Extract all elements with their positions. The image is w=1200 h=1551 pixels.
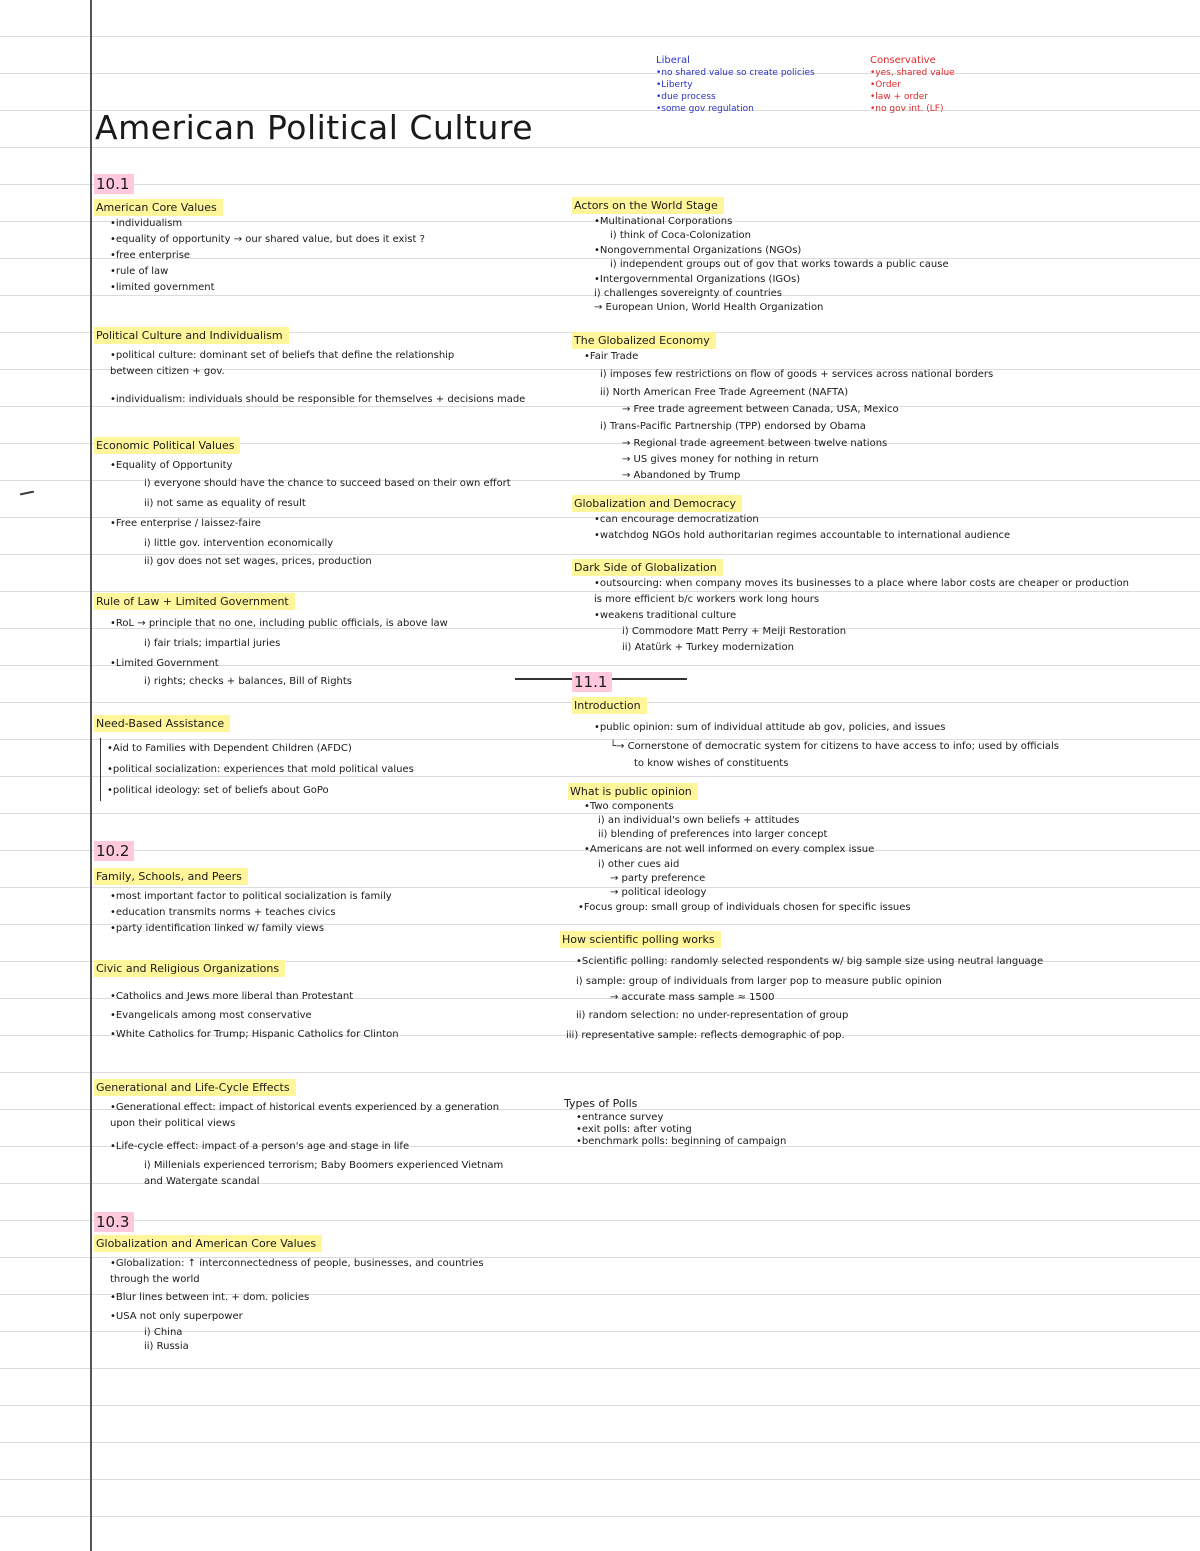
block-political-culture bbox=[94, 324, 554, 408]
note-line: •Intergovernmental Organizations (IGOs) bbox=[594, 274, 801, 285]
block-rule-of-law bbox=[94, 590, 554, 690]
note-line: •Scientific polling: randomly selected respondents w/ big sample size using neutral language bbox=[576, 956, 1044, 967]
note-line: is more efficient b/c workers work long hours bbox=[594, 594, 820, 605]
heading-types-of-polls: Types of Polls bbox=[564, 1097, 638, 1110]
note-line: i) an individual's own beliefs + attitudes bbox=[598, 815, 800, 826]
note-line: •rule of law bbox=[110, 266, 169, 277]
note-line: → political ideology bbox=[610, 887, 707, 898]
block-globalization-democracy bbox=[560, 492, 1170, 544]
block-globalized-economy bbox=[560, 329, 1170, 484]
block-generational-effects bbox=[94, 1076, 554, 1190]
block-need-based-assistance bbox=[94, 712, 554, 801]
heading-actors-world-stage: Actors on the World Stage bbox=[572, 197, 724, 214]
heading-what-is-public-opinion: What is public opinion bbox=[568, 783, 698, 800]
section-number-label: 10.1 bbox=[94, 174, 134, 194]
heading-globalized-economy: The Globalized Economy bbox=[572, 332, 716, 349]
right-column bbox=[560, 194, 1170, 1148]
bracket-group bbox=[100, 738, 554, 801]
heading-rule-of-law: Rule of Law + Limited Government bbox=[94, 593, 295, 610]
conservative-item: •Order bbox=[870, 80, 901, 90]
note-line: •RoL → principle that no one, including public officials, is above law bbox=[110, 618, 448, 629]
liberal-item: •Liberty bbox=[656, 80, 693, 90]
note-line: •free enterprise bbox=[110, 250, 191, 261]
note-line: •party identification linked w/ family views bbox=[110, 923, 325, 934]
note-line: •Multinational Corporations bbox=[594, 216, 733, 227]
conservative-legend bbox=[870, 54, 955, 115]
note-line: •equality of opportunity → our shared value, but does it exist ? bbox=[110, 234, 425, 245]
block-dark-side-globalization bbox=[560, 556, 1170, 656]
note-line: i) Commodore Matt Perry + Meiji Restoration bbox=[622, 626, 847, 637]
block-civic-religious bbox=[94, 957, 554, 1044]
section-number-label: 10.3 bbox=[94, 1212, 134, 1232]
note-line: •education transmits norms + teaches civics bbox=[110, 907, 336, 918]
note-line: i) independent groups out of gov that works towards a public cause bbox=[610, 259, 949, 270]
note-line: •entrance survey bbox=[576, 1112, 664, 1123]
note-line: •Focus group: small group of individuals chosen for specific issues bbox=[578, 902, 911, 913]
note-line: •benchmark polls: beginning of campaign bbox=[576, 1136, 787, 1147]
block-globalization-core-values bbox=[94, 1232, 554, 1354]
heading-civic-religious: Civic and Religious Organizations bbox=[94, 960, 285, 977]
note-line: → Free trade agreement between Canada, USA, Mexico bbox=[622, 404, 899, 415]
block-family-schools-peers bbox=[94, 865, 554, 937]
note-line: → Regional trade agreement between twelve nations bbox=[622, 438, 888, 449]
section-number-10-2 bbox=[94, 841, 554, 861]
note-line: •political socialization: experiences that mold political values bbox=[107, 764, 414, 775]
note-line: ii) Russia bbox=[144, 1341, 189, 1352]
note-line: •Globalization: ↑ interconnectedness of people, businesses, and countries bbox=[110, 1258, 484, 1269]
note-line: between citizen + gov. bbox=[110, 366, 225, 377]
note-line: •USA not only superpower bbox=[110, 1311, 243, 1322]
heading-globalization-democracy: Globalization and Democracy bbox=[572, 495, 742, 512]
note-line: ii) Atatürk + Turkey modernization bbox=[622, 642, 794, 653]
note-line: •Free enterprise / laissez-faire bbox=[110, 518, 261, 529]
note-line: i) challenges sovereignty of countries bbox=[594, 288, 782, 299]
heading-need-based-assistance: Need-Based Assistance bbox=[94, 715, 230, 732]
note-line: •Fair Trade bbox=[584, 351, 639, 362]
stray-pen-mark bbox=[20, 491, 34, 496]
section-number-label: 11.1 bbox=[572, 672, 612, 692]
note-line: •Blur lines between int. + dom. policies bbox=[110, 1292, 310, 1303]
note-line: •Life-cycle effect: impact of a person's age and stage in life bbox=[110, 1141, 410, 1152]
note-line: •exit polls: after voting bbox=[576, 1124, 692, 1135]
note-line: i) imposes few restrictions on flow of goods + services across national borders bbox=[600, 369, 994, 380]
liberal-legend-title: Liberal bbox=[656, 55, 690, 66]
liberal-item: •some gov regulation bbox=[656, 104, 754, 114]
note-line: i) other cues aid bbox=[598, 859, 680, 870]
note-line: → party preference bbox=[610, 873, 706, 884]
liberal-item: •due process bbox=[656, 92, 716, 102]
heading-generational-effects: Generational and Life-Cycle Effects bbox=[94, 1079, 296, 1096]
note-line: •political culture: dominant set of beliefs that define the relationship bbox=[110, 350, 455, 361]
heading-american-core-values: American Core Values bbox=[94, 199, 223, 216]
heading-introduction: Introduction bbox=[572, 697, 647, 714]
note-line: i) rights; checks + balances, Bill of Rights bbox=[144, 676, 353, 687]
note-line: •Aid to Families with Dependent Children (AFDC) bbox=[107, 743, 352, 754]
note-line: •watchdog NGOs hold authoritarian regimes accountable to international audience bbox=[594, 530, 1011, 541]
note-line: •Equality of Opportunity bbox=[110, 460, 233, 471]
heading-economic-political-values: Economic Political Values bbox=[94, 437, 240, 454]
note-line: •Two components bbox=[584, 801, 674, 812]
note-line: i) little gov. intervention economically bbox=[144, 538, 334, 549]
note-line: i) think of Coca-Colonization bbox=[610, 230, 752, 241]
note-line: •Generational effect: impact of historical events experienced by a generation bbox=[110, 1102, 500, 1113]
note-line: •White Catholics for Trump; Hispanic Catholics for Clinton bbox=[110, 1029, 399, 1040]
note-line: → Abandoned by Trump bbox=[622, 470, 741, 481]
note-line: •individualism: individuals should be responsible for themselves + decisions made bbox=[110, 394, 526, 405]
note-line: i) Millenials experienced terrorism; Baby Boomers experienced Vietnam bbox=[144, 1160, 504, 1171]
conservative-item: •yes, shared value bbox=[870, 68, 955, 78]
block-american-core-values bbox=[94, 196, 554, 296]
note-line: and Watergate scandal bbox=[144, 1176, 260, 1187]
note-line: •political ideology: set of beliefs about GoPo bbox=[107, 785, 329, 796]
note-line: •individualism bbox=[110, 218, 183, 229]
notebook-margin-line bbox=[90, 0, 92, 1551]
note-line: •Evangelicals among most conservative bbox=[110, 1010, 312, 1021]
note-line: •Americans are not well informed on every complex issue bbox=[584, 844, 875, 855]
note-line: i) fair trials; impartial juries bbox=[144, 638, 281, 649]
block-economic-political-values bbox=[94, 434, 554, 570]
note-line: i) everyone should have the chance to succeed based on their own effort bbox=[144, 478, 511, 489]
note-line: •can encourage democratization bbox=[594, 514, 759, 525]
block-introduction bbox=[560, 694, 1170, 772]
note-line: i) Trans-Pacific Partnership (TPP) endorsed by Obama bbox=[600, 421, 866, 432]
note-line: upon their political views bbox=[110, 1118, 236, 1129]
note-line: ii) not same as equality of result bbox=[144, 498, 306, 509]
block-scientific-polling bbox=[560, 928, 1170, 1046]
block-actors-world-stage bbox=[560, 194, 1170, 315]
note-line: •Nongovernmental Organizations (NGOs) bbox=[594, 245, 802, 256]
note-line: through the world bbox=[110, 1274, 200, 1285]
note-line: iii) representative sample: reflects demographic of pop. bbox=[566, 1030, 845, 1041]
heading-family-schools-peers: Family, Schools, and Peers bbox=[94, 868, 248, 885]
note-line: ii) random selection: no under-representation of group bbox=[576, 1010, 849, 1021]
section-number-label: 10.2 bbox=[94, 841, 134, 861]
note-line: i) sample: group of individuals from larger pop to measure public opinion bbox=[576, 976, 942, 987]
note-line: i) China bbox=[144, 1327, 183, 1338]
conservative-item: •no gov int. (LF) bbox=[870, 104, 944, 114]
note-line: → US gives money for nothing in return bbox=[622, 454, 819, 465]
liberal-item: •no shared value so create policies bbox=[656, 68, 815, 78]
section-number-11-1 bbox=[572, 672, 1170, 692]
note-line: to know wishes of constituents bbox=[634, 758, 789, 769]
note-line: ii) gov does not set wages, prices, production bbox=[144, 556, 372, 567]
note-line: ii) North American Free Trade Agreement (NAFTA) bbox=[600, 387, 849, 398]
note-line: •limited government bbox=[110, 282, 215, 293]
liberal-legend bbox=[656, 54, 815, 115]
note-line: → accurate mass sample ≈ 1500 bbox=[610, 992, 775, 1003]
heading-scientific-polling: How scientific polling works bbox=[560, 931, 721, 948]
heading-dark-side-globalization: Dark Side of Globalization bbox=[572, 559, 723, 576]
note-line: •outsourcing: when company moves its businesses to a place where labor costs are cheaper or production bbox=[594, 578, 1129, 589]
note-line: └→ Cornerstone of democratic system for citizens to have access to info; used by officials bbox=[610, 741, 1059, 752]
note-line: •Limited Government bbox=[110, 658, 219, 669]
block-types-of-polls bbox=[560, 1096, 1170, 1148]
section-number-10-3 bbox=[94, 1212, 554, 1232]
note-line: •public opinion: sum of individual attitude ab gov, policies, and issues bbox=[594, 722, 946, 733]
note-line: •most important factor to political socialization is family bbox=[110, 891, 392, 902]
conservative-item: •law + order bbox=[870, 92, 928, 102]
heading-political-culture: Political Culture and Individualism bbox=[94, 327, 289, 344]
left-column bbox=[94, 174, 554, 1354]
note-line: → European Union, World Health Organization bbox=[594, 302, 824, 313]
note-line: •weakens traditional culture bbox=[594, 610, 737, 621]
heading-globalization-core-values: Globalization and American Core Values bbox=[94, 1235, 322, 1252]
note-line: ii) blending of preferences into larger concept bbox=[598, 829, 828, 840]
note-line: •Catholics and Jews more liberal than Protestant bbox=[110, 991, 354, 1002]
page-title: American Political Culture bbox=[95, 108, 534, 147]
section-number-10-1 bbox=[94, 174, 554, 194]
block-what-is-public-opinion bbox=[560, 780, 1170, 916]
conservative-legend-title: Conservative bbox=[870, 55, 936, 66]
